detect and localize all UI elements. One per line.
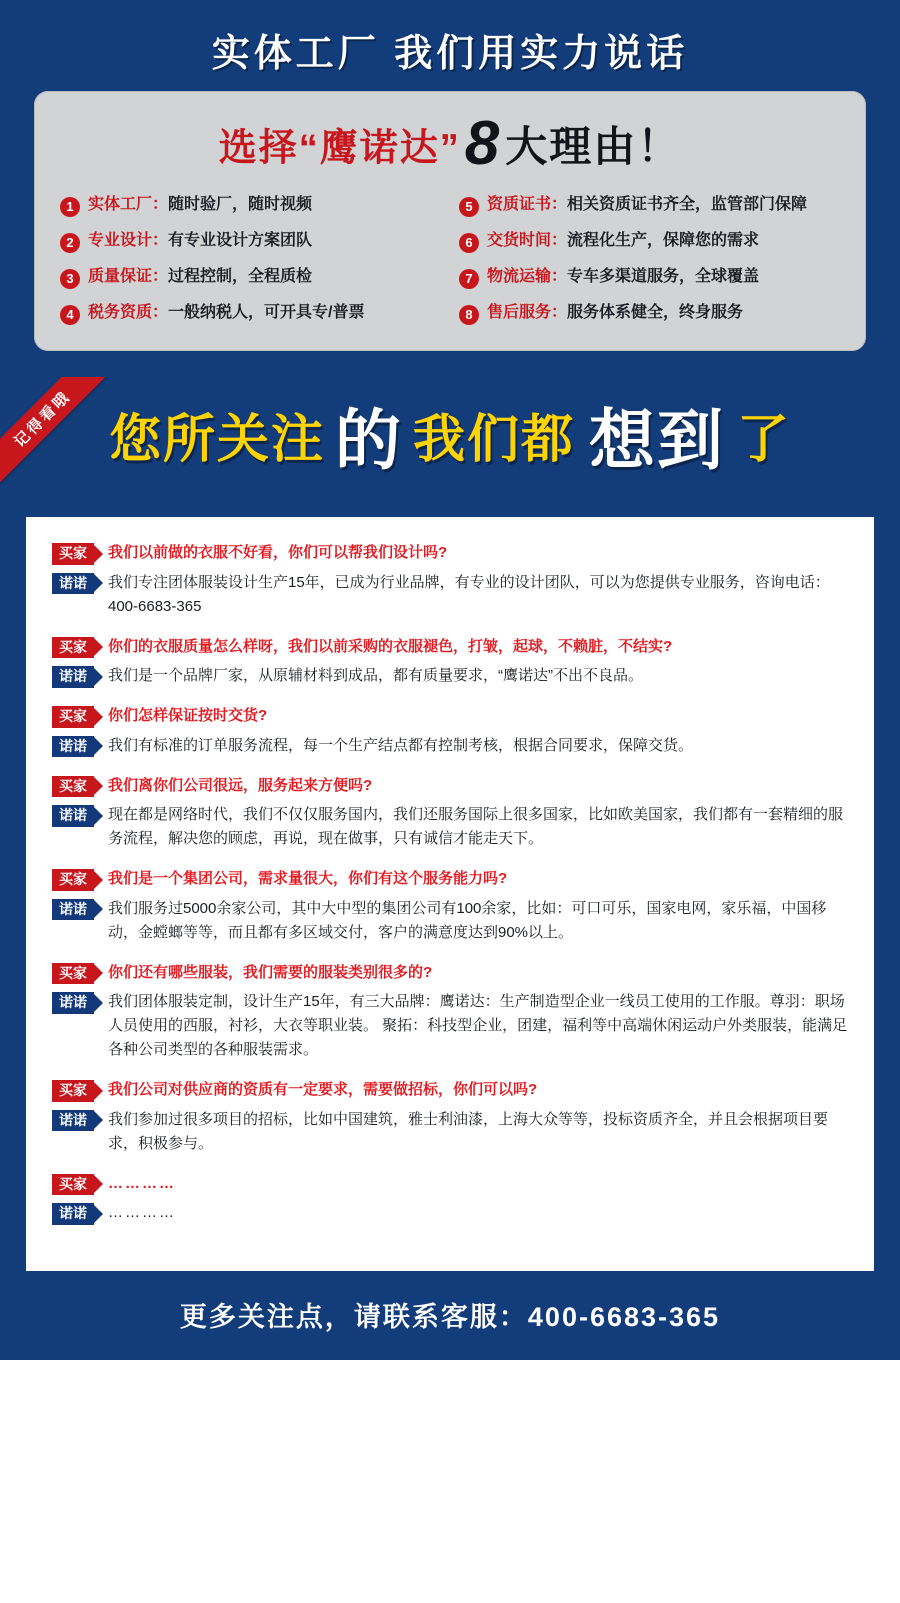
qa-answer-row (52, 990, 848, 1062)
reason-number-badge: 3 (60, 269, 80, 289)
reasons-card (34, 91, 866, 351)
reason-key: 质量保证： (88, 268, 169, 285)
qa-block (52, 704, 848, 758)
qa-question-text: 你们的衣服质量怎么样呀，我们以前采购的衣服褪色，打皱，起球，不赖脏，不结实? (108, 637, 673, 655)
reason-value: 一般纳税人，可开具专/普票 (168, 304, 365, 321)
qa-question-row (52, 774, 848, 798)
reason-key: 实体工厂： (88, 196, 169, 213)
qa-headline (0, 377, 900, 477)
reasons-card-title (60, 109, 840, 178)
qa-headline-part-3: 我们都 (412, 411, 575, 469)
buyer-tag: 买家 (52, 637, 94, 659)
reason-key: 物流运输： (487, 268, 568, 285)
reply-tag: 诺诺 (52, 736, 94, 758)
reason-value: 相关资质证书齐全，监管部门保障 (567, 196, 808, 213)
buyer-tag: 买家 (52, 869, 94, 891)
reason-number-badge: 8 (459, 305, 479, 325)
qa-card (26, 517, 874, 1271)
reasons-title-number: 8 (464, 109, 500, 178)
qa-question-text: 我们是一个集团公司，需求量很大，你们有这个服务能力吗? (108, 870, 508, 887)
qa-answer-text: 我们是一个品牌厂家，从原辅材料到成品，都有质量要求，“鹰诺达”不出不良品。 (108, 667, 643, 684)
qa-question-row (52, 635, 848, 659)
reason-key: 资质证书： (487, 196, 568, 213)
qa-answer-row (52, 571, 848, 619)
reason-key: 交货时间： (487, 232, 568, 249)
reply-tag: 诺诺 (52, 573, 94, 595)
reply-tag: 诺诺 (52, 992, 94, 1014)
reasons-title-red: 选择“鹰诺达” (218, 127, 461, 170)
reason-number-badge: 4 (60, 305, 80, 325)
qa-headline-part-1: 您所关注 (108, 411, 325, 469)
qa-question-text: 你们怎样保证按时交货? (108, 707, 268, 724)
reason-item (60, 267, 441, 289)
corner-ribbon: 记得看哦 (0, 377, 110, 486)
qa-block (52, 867, 848, 945)
reason-key: 售后服务： (487, 304, 568, 321)
qa-question-text: ………… (108, 1174, 176, 1192)
qa-answer-row (52, 1201, 848, 1225)
qa-footer-contact: 更多关注点，请联系客服：400-6683-365 (179, 1302, 721, 1332)
reply-tag: 诺诺 (52, 666, 94, 688)
qa-block (52, 774, 848, 852)
qa-question-row (52, 704, 848, 728)
reason-value: 过程控制，全程质检 (168, 268, 313, 285)
reason-number-badge: 5 (459, 197, 479, 217)
reason-value: 有专业设计方案团队 (168, 232, 313, 249)
reply-tag: 诺诺 (52, 1203, 94, 1225)
reasons-grid (60, 195, 840, 325)
qa-answer-row (52, 1108, 848, 1156)
qa-headline-part-5: 了 (737, 411, 792, 469)
qa-answer-text: 我们有标准的订单服务流程，每一个生产结点都有控制考核，根据合同要求，保障交货。 (108, 736, 694, 754)
reason-number-badge: 6 (459, 233, 479, 253)
qa-question-row (52, 1172, 848, 1196)
qa-answer-text: 我们参加过很多项目的招标，比如中国建筑，雅士利油漆，上海大众等等，投标资质齐全，并且会根据项目要求，积极参与。 (108, 1110, 829, 1152)
reason-value: 服务体系健全，终身服务 (567, 304, 744, 321)
buyer-tag: 买家 (52, 543, 94, 565)
qa-answer-row (52, 664, 848, 688)
qa-answer-text: 我们团体服装定制，设计生产15年，有三大品牌：鹰诺达：生产制造型企业一线员工使用的工作服。尊羽：职场人员使用的西服，衬衫，大衣等职业装。 聚拓：科技型企业，团建，福利等中高端休闲运动户外类服装，能满足各种公司类型的各种服装需求。 (108, 993, 848, 1058)
reason-key: 税务资质： (88, 304, 169, 321)
buyer-tag: 买家 (52, 963, 94, 985)
reply-tag: 诺诺 (52, 1110, 94, 1132)
qa-question-text: 我们离你们公司很远，服务起来方便吗? (108, 776, 373, 794)
reason-item (459, 303, 840, 325)
buyer-tag: 买家 (52, 776, 94, 798)
qa-section (0, 377, 900, 1360)
buyer-tag: 买家 (52, 1080, 94, 1102)
reason-value: 专车多渠道服务，全球覆盖 (567, 268, 760, 285)
qa-block (52, 541, 848, 619)
reasons-section (0, 0, 900, 377)
qa-headline-part-4: 想到 (589, 403, 725, 477)
reason-value: 随时验厂，随时视频 (168, 196, 313, 213)
qa-answer-row (52, 734, 848, 758)
reason-item (60, 231, 441, 253)
qa-block (52, 1172, 848, 1226)
reason-item (459, 195, 840, 217)
buyer-tag: 买家 (52, 706, 94, 728)
reasons-headline: 实体工厂 我们用实力说话 (211, 33, 689, 75)
reason-item (459, 231, 840, 253)
qa-answer-row (52, 803, 848, 851)
qa-block (52, 1078, 848, 1156)
qa-block (52, 961, 848, 1063)
qa-headline-part-2: 的 (334, 403, 403, 477)
buyer-tag: 买家 (52, 1174, 94, 1196)
reason-item (459, 267, 840, 289)
reason-number-badge: 1 (60, 197, 80, 217)
reason-number-badge: 7 (459, 269, 479, 289)
qa-question-row (52, 867, 848, 891)
qa-answer-text: 现在都是网络时代，我们不仅仅服务国内，我们还服务国际上很多国家，比如欧美国家，我们都有一套精细的服务流程，解决您的顾虑，再说，现在做事，只有诚信才能走天下。 (108, 806, 844, 847)
qa-question-row (52, 961, 848, 985)
qa-question-text: 我们公司对供应商的资质有一定要求，需要做招标，你们可以吗? (108, 1081, 538, 1098)
qa-answer-row (52, 897, 848, 945)
reason-value: 流程化生产，保障您的需求 (567, 232, 760, 249)
qa-answer-text: 我们服务过5000余家公司，其中大中型的集团公司有100余家，比如：可口可乐，国家电网，家乐福，中国移动，金螳螂等等，而且都有多区域交付，客户的满意度达到90%以上。 (108, 899, 827, 941)
qa-block (52, 635, 848, 689)
qa-banner (0, 377, 900, 517)
reason-key: 专业设计： (88, 232, 169, 249)
qa-answer-text: ………… (108, 1204, 176, 1221)
reply-tag: 诺诺 (52, 899, 94, 921)
reason-item (60, 195, 441, 217)
qa-question-text: 你们还有哪些服装，我们需要的服装类别很多的? (108, 963, 433, 981)
qa-question-row (52, 541, 848, 565)
qa-question-text: 我们以前做的衣服不好看，你们可以帮我们设计吗? (108, 544, 448, 561)
reply-tag: 诺诺 (52, 805, 94, 827)
qa-question-row (52, 1078, 848, 1102)
reason-number-badge: 2 (60, 233, 80, 253)
qa-answer-text: 我们专注团体服装设计生产15年，已成为行业品牌，有专业的设计团队，可以为您提供专业服务，咨询电话：400-6683-365 (108, 573, 830, 615)
reasons-title-black: 大理由！ (505, 123, 682, 170)
reason-item (60, 303, 441, 325)
